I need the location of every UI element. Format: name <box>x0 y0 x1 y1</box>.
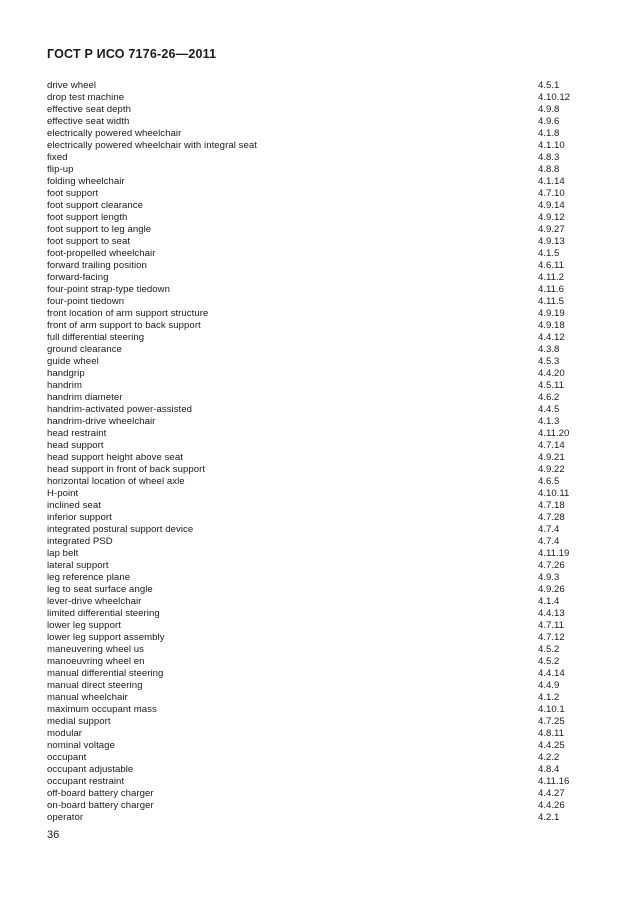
index-reference-number: 4.4.9 <box>538 680 560 691</box>
index-entry <box>47 236 592 248</box>
index-reference-number: 4.10.12 <box>538 92 571 103</box>
index-term: maximum occupant mass <box>47 704 157 715</box>
index-reference-number: 4.4.25 <box>538 740 565 751</box>
index-reference-number: 4.9.27 <box>538 224 565 235</box>
index-term: effective seat depth <box>47 104 132 115</box>
index-term: folding wheelchair <box>47 176 125 187</box>
index-reference-number: 4.1.3 <box>538 416 560 427</box>
index-reference-number: 4.5.1 <box>538 80 560 91</box>
index-term: medial support <box>47 716 111 727</box>
index-term: nominal voltage <box>47 740 115 751</box>
index-reference-number: 4.9.14 <box>538 200 565 211</box>
index-reference-number: 4.11.16 <box>538 776 570 787</box>
index-entry <box>47 548 592 560</box>
term-index-list <box>47 80 592 824</box>
index-reference-number: 4.2.1 <box>538 812 560 823</box>
index-reference-number: 4.5.3 <box>538 356 560 367</box>
index-entry <box>47 716 592 728</box>
index-reference-number: 4.9.6 <box>538 116 560 127</box>
index-entry <box>47 248 592 260</box>
index-reference-number: 4.9.22 <box>538 464 565 475</box>
index-entry <box>47 560 592 572</box>
index-entry <box>47 224 592 236</box>
index-term: integrated postural support device <box>47 524 194 535</box>
index-entry <box>47 572 592 584</box>
index-term: integrated PSD <box>47 536 113 547</box>
index-entry <box>47 128 592 140</box>
index-entry <box>47 380 592 392</box>
index-entry <box>47 296 592 308</box>
index-reference-number: 4.8.11 <box>538 728 564 739</box>
index-reference-number: 4.11.20 <box>538 428 570 439</box>
index-reference-number: 4.9.26 <box>538 584 565 595</box>
index-entry <box>47 668 592 680</box>
index-reference-number: 4.9.19 <box>538 308 565 319</box>
index-term: head restraint <box>47 428 107 439</box>
index-entry <box>47 620 592 632</box>
index-term: handrim diameter <box>47 392 123 403</box>
index-term: foot-propelled wheelchair <box>47 248 156 259</box>
index-reference-number: 4.7.25 <box>538 716 565 727</box>
index-term: modular <box>47 728 83 739</box>
index-term: drop test machine <box>47 92 125 103</box>
index-entry <box>47 440 592 452</box>
index-term: operator <box>47 812 84 823</box>
index-entry <box>47 584 592 596</box>
index-entry <box>47 356 592 368</box>
index-entry <box>47 632 592 644</box>
index-entry <box>47 392 592 404</box>
index-reference-number: 4.9.3 <box>538 572 560 583</box>
index-reference-number: 4.1.10 <box>538 140 565 151</box>
index-reference-number: 4.7.4 <box>538 524 560 535</box>
index-entry <box>47 176 592 188</box>
index-reference-number: 4.7.14 <box>538 440 565 451</box>
index-entry <box>47 644 592 656</box>
page-title: ГОСТ Р ИСО 7176-26—2011 <box>47 47 217 61</box>
index-reference-number: 4.5.2 <box>538 656 560 667</box>
index-term: electrically powered wheelchair <box>47 128 182 139</box>
index-reference-number: 4.7.4 <box>538 536 560 547</box>
index-entry <box>47 680 592 692</box>
index-reference-number: 4.4.5 <box>538 404 560 415</box>
index-reference-number: 4.4.13 <box>538 608 565 619</box>
index-entry <box>47 692 592 704</box>
index-term: handrim <box>47 380 83 391</box>
index-reference-number: 4.4.12 <box>538 332 565 343</box>
index-entry <box>47 92 592 104</box>
page-number: 36 <box>47 829 60 841</box>
index-reference-number: 4.9.21 <box>538 452 565 463</box>
index-entry <box>47 656 592 668</box>
index-reference-number: 4.8.3 <box>538 152 560 163</box>
index-term: limited differential steering <box>47 608 160 619</box>
index-entry <box>47 428 592 440</box>
index-term: horizontal location of wheel axle <box>47 476 185 487</box>
index-reference-number: 4.6.11 <box>538 260 564 271</box>
index-entry <box>47 308 592 320</box>
index-term: electrically powered wheelchair with integral seat <box>47 140 257 151</box>
index-reference-number: 4.6.5 <box>538 476 560 487</box>
index-term: foot support to seat <box>47 236 131 247</box>
index-entry <box>47 608 592 620</box>
index-entry <box>47 104 592 116</box>
index-entry <box>47 188 592 200</box>
index-entry <box>47 740 592 752</box>
index-term: four-point tiedown <box>47 296 125 307</box>
index-entry <box>47 164 592 176</box>
index-reference-number: 4.2.2 <box>538 752 560 763</box>
index-reference-number: 4.7.18 <box>538 500 565 511</box>
index-entry <box>47 536 592 548</box>
index-term: guide wheel <box>47 356 99 367</box>
index-term: handrim-drive wheelchair <box>47 416 156 427</box>
index-term: drive wheel <box>47 80 97 91</box>
index-reference-number: 4.8.4 <box>538 764 560 775</box>
index-entry <box>47 476 592 488</box>
index-entry <box>47 320 592 332</box>
index-entry <box>47 800 592 812</box>
index-term: fixed <box>47 152 68 163</box>
index-term: foot support length <box>47 212 128 223</box>
index-entry <box>47 776 592 788</box>
index-term: H-point <box>47 488 79 499</box>
index-reference-number: 4.7.26 <box>538 560 565 571</box>
index-term: front location of arm support structure <box>47 308 209 319</box>
index-entry <box>47 500 592 512</box>
index-entry <box>47 140 592 152</box>
index-entry <box>47 452 592 464</box>
index-entry <box>47 812 592 824</box>
index-reference-number: 4.7.11 <box>538 620 564 631</box>
index-term: inferior support <box>47 512 112 523</box>
index-term: manual wheelchair <box>47 692 128 703</box>
index-term: head support height above seat <box>47 452 183 463</box>
index-term: manoeuvring wheel en <box>47 656 145 667</box>
index-term: forward-facing <box>47 272 109 283</box>
index-reference-number: 4.3.8 <box>538 344 560 355</box>
index-reference-number: 4.10.1 <box>538 704 565 715</box>
index-entry <box>47 212 592 224</box>
index-reference-number: 4.11.5 <box>538 296 564 307</box>
index-term: inclined seat <box>47 500 101 511</box>
index-term: lap belt <box>47 548 79 559</box>
index-reference-number: 4.5.11 <box>538 380 564 391</box>
index-entry <box>47 368 592 380</box>
index-entry <box>47 332 592 344</box>
index-reference-number: 4.7.12 <box>538 632 565 643</box>
index-entry <box>47 512 592 524</box>
index-term: lower leg support <box>47 620 121 631</box>
index-term: off-board battery charger <box>47 788 154 799</box>
index-term: foot support to leg angle <box>47 224 152 235</box>
index-term: flip-up <box>47 164 74 175</box>
index-term: leg reference plane <box>47 572 131 583</box>
index-entry <box>47 80 592 92</box>
index-term: ground clearance <box>47 344 122 355</box>
index-term: head support in front of back support <box>47 464 206 475</box>
index-reference-number: 4.10.11 <box>538 488 570 499</box>
index-entry <box>47 344 592 356</box>
index-term: foot support clearance <box>47 200 144 211</box>
index-reference-number: 4.1.2 <box>538 692 560 703</box>
index-entry <box>47 596 592 608</box>
index-entry <box>47 152 592 164</box>
index-entry <box>47 464 592 476</box>
index-term: on-board battery charger <box>47 800 154 811</box>
index-entry <box>47 752 592 764</box>
index-reference-number: 4.1.4 <box>538 596 560 607</box>
index-term: handgrip <box>47 368 85 379</box>
index-term: front of arm support to back support <box>47 320 201 331</box>
index-term: lateral support <box>47 560 109 571</box>
index-reference-number: 4.7.10 <box>538 188 565 199</box>
index-term: occupant <box>47 752 87 763</box>
index-entry <box>47 524 592 536</box>
index-entry <box>47 260 592 272</box>
index-entry <box>47 488 592 500</box>
index-term: lower leg support assembly <box>47 632 165 643</box>
index-reference-number: 4.9.12 <box>538 212 565 223</box>
index-reference-number: 4.1.14 <box>538 176 565 187</box>
index-reference-number: 4.4.27 <box>538 788 565 799</box>
index-entry <box>47 788 592 800</box>
index-entry <box>47 284 592 296</box>
index-reference-number: 4.1.5 <box>538 248 560 259</box>
index-term: foot support <box>47 188 99 199</box>
index-reference-number: 4.4.14 <box>538 668 565 679</box>
index-reference-number: 4.7.28 <box>538 512 565 523</box>
index-term: occupant adjustable <box>47 764 134 775</box>
index-entry <box>47 404 592 416</box>
index-entry <box>47 764 592 776</box>
index-term: leg to seat surface angle <box>47 584 153 595</box>
index-term: lever-drive wheelchair <box>47 596 142 607</box>
index-reference-number: 4.11.19 <box>538 548 570 559</box>
index-term: head support <box>47 440 104 451</box>
index-reference-number: 4.6.2 <box>538 392 560 403</box>
index-term: four-point strap-type tiedown <box>47 284 171 295</box>
index-reference-number: 4.11.6 <box>538 284 564 295</box>
index-reference-number: 4.9.13 <box>538 236 565 247</box>
index-term: manual direct steering <box>47 680 143 691</box>
index-term: occupant restraint <box>47 776 125 787</box>
index-reference-number: 4.5.2 <box>538 644 560 655</box>
index-term: effective seat width <box>47 116 130 127</box>
index-reference-number: 4.11.2 <box>538 272 564 283</box>
index-reference-number: 4.1.8 <box>538 128 560 139</box>
index-entry <box>47 416 592 428</box>
index-term: handrim-activated power-assisted <box>47 404 193 415</box>
index-entry <box>47 200 592 212</box>
index-reference-number: 4.4.26 <box>538 800 565 811</box>
index-entry <box>47 272 592 284</box>
index-reference-number: 4.4.20 <box>538 368 565 379</box>
index-reference-number: 4.8.8 <box>538 164 560 175</box>
index-reference-number: 4.9.8 <box>538 104 560 115</box>
index-entry <box>47 116 592 128</box>
index-reference-number: 4.9.18 <box>538 320 565 331</box>
index-term: maneuvering wheel us <box>47 644 144 655</box>
index-entry <box>47 728 592 740</box>
index-term: forward trailing position <box>47 260 147 271</box>
index-entry <box>47 704 592 716</box>
index-term: full differential steering <box>47 332 145 343</box>
index-term: manual differential steering <box>47 668 164 679</box>
